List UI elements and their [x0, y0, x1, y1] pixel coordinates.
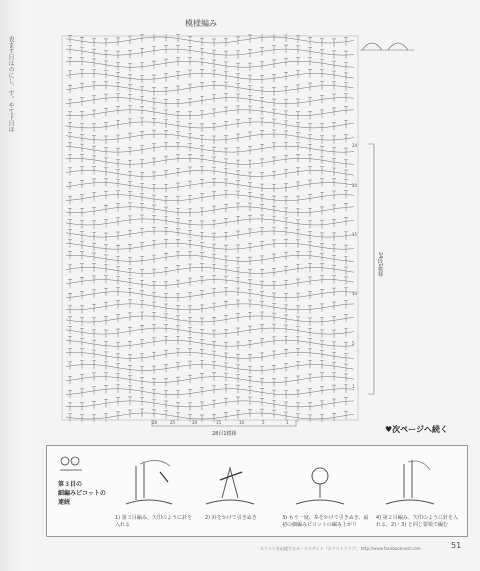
step-3-text: 3) もう一度、糸をかけて引きぬき、最初の細編みピコットの編み上がり	[282, 515, 369, 528]
chart-row-20	[66, 183, 354, 189]
chart-row-28	[66, 86, 354, 92]
chart-title: 模様編み	[185, 19, 217, 28]
stitch-mark	[152, 34, 156, 41]
chart-row-16	[66, 231, 354, 237]
chart-row-31	[66, 49, 354, 55]
crochet-pattern-chart	[60, 34, 360, 422]
chart-row-11	[66, 292, 354, 298]
stitch-mark	[272, 34, 276, 41]
chart-row-4	[66, 377, 354, 383]
chart-row-2	[66, 401, 354, 407]
chart-row-30	[66, 61, 354, 67]
stitch-tick-20: 20	[192, 420, 198, 425]
chart-row-5	[66, 365, 354, 371]
row-tick-15: 15	[352, 232, 358, 237]
step-1-text: 1) 第３目編み、矢印のように針を入れる	[115, 515, 193, 528]
stitch-tick-1: 1	[286, 420, 289, 425]
chart-row-6	[66, 352, 354, 358]
step-3-illustration	[290, 452, 350, 510]
chart-frame	[62, 36, 358, 420]
chart-row-21	[66, 170, 354, 176]
facing-page-text: 表ます目はのにし、す。やて下目ほ	[7, 36, 14, 132]
chart-row-7	[66, 340, 354, 346]
stitch-tick-15: 15	[216, 420, 222, 425]
instruction-title: 第３目の 細編みピコットの 連続	[58, 481, 106, 506]
footer-url: ネクストを応援するポータルサイト「ネクストクラブ」 http://www.facebooknext.com	[260, 546, 421, 551]
chart-row-23	[66, 146, 354, 152]
row-tick-10: 10	[352, 291, 358, 296]
row-tick-20: 20	[352, 183, 358, 188]
chart-row-15	[66, 243, 354, 249]
chart-row-26	[66, 110, 354, 116]
chart-row-18	[66, 207, 354, 213]
step-4-illustration	[380, 452, 440, 510]
stitch-tick-25: 25	[170, 420, 176, 425]
stitch-mark	[92, 415, 96, 422]
stitch-tick-28: 28	[152, 420, 158, 425]
picot-symbol-icon	[58, 452, 84, 474]
chart-row-9	[66, 316, 354, 322]
page-number: 51	[451, 541, 462, 550]
chart-row-22	[66, 158, 354, 164]
chart-row-13	[66, 268, 354, 274]
row-tick-1: 1	[352, 384, 355, 389]
chart-row-24	[66, 134, 354, 140]
stitch-mark	[80, 415, 84, 422]
stitch-tick-10: 10	[239, 420, 245, 425]
step-2-illustration	[200, 452, 260, 510]
step-1-illustration	[118, 452, 178, 510]
row-count-label: 24段1模様	[377, 252, 383, 277]
chart-row-10	[66, 304, 354, 310]
row-tick-5: 5	[352, 341, 355, 346]
chart-row-19	[66, 195, 354, 201]
chart-row-29	[66, 73, 354, 79]
stitch-mark	[320, 415, 324, 422]
edging-motif-icon	[358, 34, 418, 54]
chart-row-8	[66, 328, 354, 334]
stitch-tick-5: 5	[262, 420, 265, 425]
chart-row-14	[66, 255, 354, 261]
chart-row-17	[66, 219, 354, 225]
stitch-mark	[308, 415, 312, 422]
chart-row-12	[66, 280, 354, 286]
chart-row-3	[66, 389, 354, 395]
step-2-text: 2) 針をかけて引きぬき	[205, 515, 257, 521]
chart-row-25	[66, 122, 354, 128]
continued-next-page: ♥次ページへ続く	[385, 425, 449, 434]
step-4-text: 4) 第２目編み、矢印のように針を入れる。2)・3) と同じ要領で編む	[376, 515, 459, 528]
chart-row-27	[66, 98, 354, 104]
row-tick-24: 24	[352, 143, 358, 148]
chart-row-32	[66, 37, 354, 43]
stitch-count-label: 28目1模様	[212, 431, 237, 437]
